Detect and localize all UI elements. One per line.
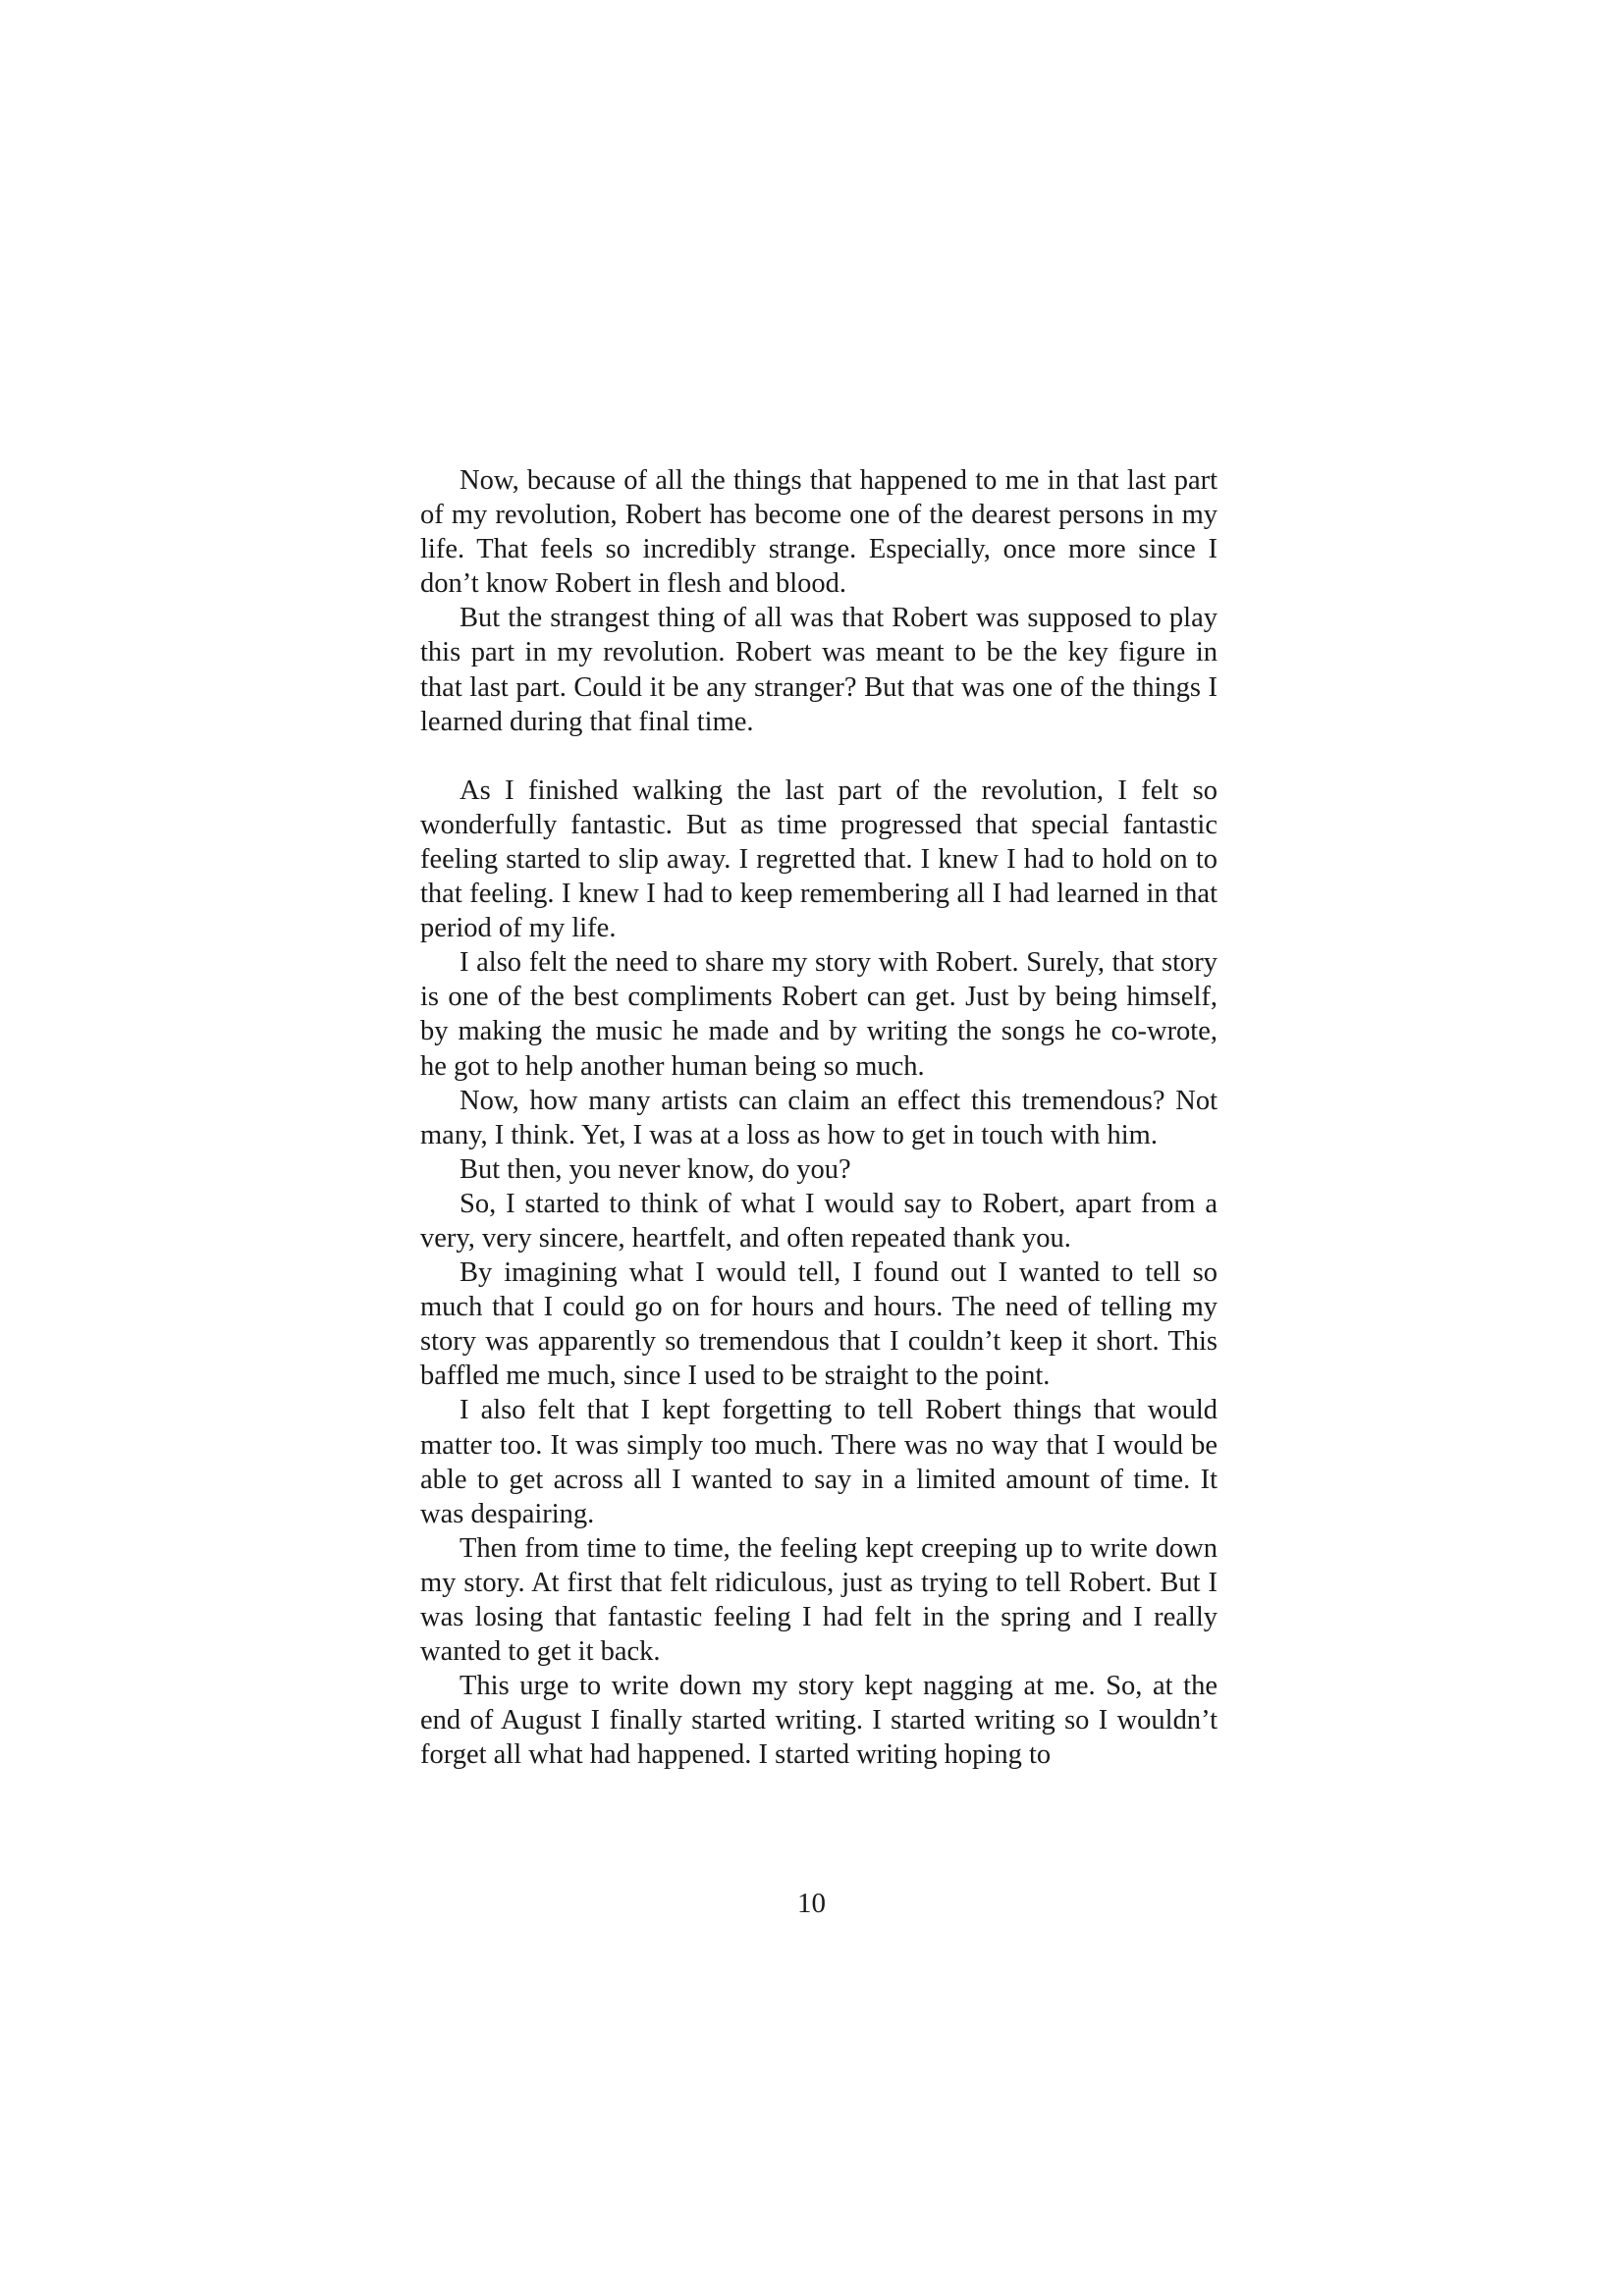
paragraph: So, I started to think of what I would say to Robert, apart from a very, very sincere, heartfelt, and often repeated thank you.: [420, 1188, 1217, 1254]
paragraph: But the strangest thing of all was that Robert was supposed to play this part in my revolution. Robert was meant to be the key figure in that last part. Could it be any stranger? But that was one of the things I learned during that final time.: [420, 603, 1217, 737]
paragraph: By imagining what I would tell, I found out I wanted to tell so much that I could go on for hours and hours. The need of telling my story was apparently so tremendous that I couldn’t keep it short. This baffled me much, since I used to be straight to the point.: [420, 1257, 1217, 1392]
paragraph: I also felt that I kept forgetting to tell Robert things that would matter too. It was simply too much. There was no way that I would be able to get across all I wanted to say in a limited amount of time. It was despairing.: [420, 1395, 1217, 1529]
paragraph: Then from time to time, the feeling kept creeping up to write down my story. At first that felt ridiculous, just as trying to tell Robert. But I was losing that fantastic feeling I had felt in the spring and I really wanted to get it back.: [420, 1532, 1217, 1668]
paragraph: I also felt the need to share my story with Robert. Surely, that story is one of the best compliments Robert can get. Just by being himself, by making the music he made and by writing the songs he co-wrote, he got to help another human being so much.: [420, 947, 1217, 1082]
paragraph: But then, you never know, do you?: [460, 1153, 851, 1185]
paragraph: This urge to write down my story kept nagging at me. So, at the end of August I finally started writing. I started writing so I wouldn’t forget all what had happened. I started writing hoping to: [420, 1671, 1217, 1771]
page-number: 10: [797, 1888, 826, 1919]
paragraph: Now, because of all the things that happened to me in that last part of my revolution, Robert has become one of the dearest persons in my life. That feels so incredibly strange. Especially, once more since I don’t know Robert in flesh and blood.: [420, 465, 1217, 600]
paragraph: Now, how many artists can claim an effect this tremendous? Not many, I think. Yet, I was at a loss as how to get in touch with him.: [420, 1085, 1217, 1150]
paragraph: As I finished walking the last part of the revolution, I felt so wonderfully fantastic. But as time progressed that special fantastic feeling started to slip away. I regretted that. I knew I had to hold on to that feeling. I knew I had to keep remembering all I had learned in that period of my life.: [420, 774, 1217, 944]
section-break: [420, 739, 1217, 774]
body-text: [420, 463, 1217, 1772]
